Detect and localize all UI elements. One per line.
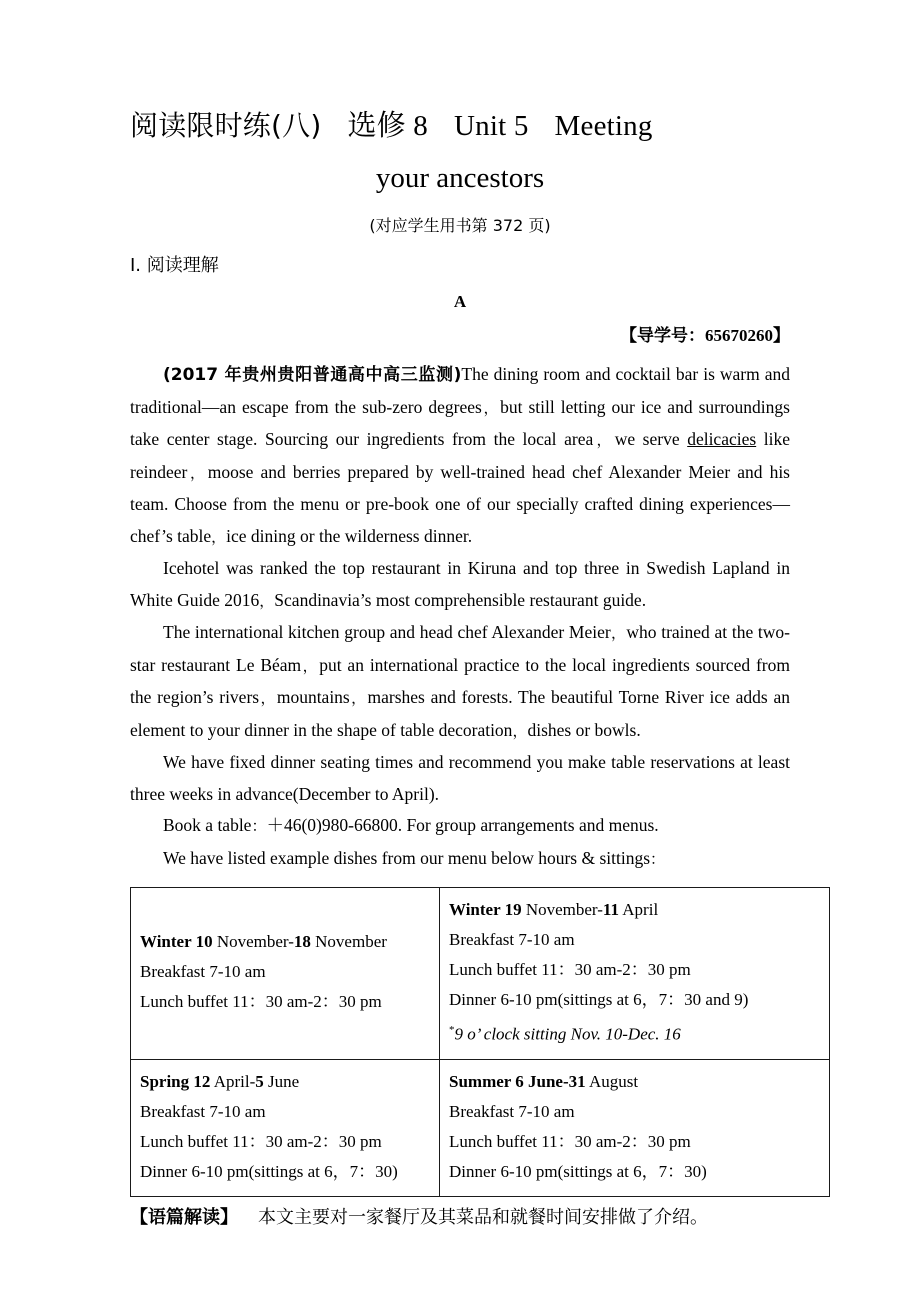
p6-colon: ： xyxy=(650,849,666,868)
p1-seg-a: The dining room and cocktail bar is warm and traditional—an escape from the sub-zero degrees xyxy=(130,364,790,417)
page-subtitle-text: (对应学生用书第 372 页) xyxy=(369,216,551,235)
p3-comma-2: ， xyxy=(301,656,320,675)
p2-seg-a: Icehotel was ranked the top restaurant in Kiruna and top three in Swedish Lapland in White Guide 2016 xyxy=(130,558,790,610)
cell-lunch: Lunch buffet 11：30 am-2：30 pm xyxy=(449,1131,691,1151)
cell-title xyxy=(140,927,430,957)
cell-winter-19-november xyxy=(440,888,830,1060)
underlined-word-delicacies: delicacies xyxy=(687,429,757,449)
section-heading xyxy=(130,234,790,275)
p3-seg-c: put an international practice to the local ingredients sourced from the region’s rivers xyxy=(130,654,790,707)
cell-footnote xyxy=(449,1015,820,1050)
p2-comma-1: ， xyxy=(259,591,275,610)
cell-breakfast: Breakfast 7-10 am xyxy=(449,1101,575,1121)
page-subtitle xyxy=(130,193,790,234)
p2-seg-b: Scandinavia’s most comprehensible restaurant guide. xyxy=(274,589,647,610)
page-title-cn: 阅读限时练(八) xyxy=(130,109,322,142)
guide-number-value: 65670260 xyxy=(705,326,773,345)
cell-title xyxy=(449,1067,820,1097)
page-title-textbook: 选修 8 xyxy=(347,110,429,142)
passage-body xyxy=(130,345,790,875)
footnote-text: 9 o’ clock sitting Nov. 10-Dec. 16 xyxy=(454,1024,681,1044)
p1-seg-d: like reindeer xyxy=(130,429,790,482)
cell-summer-6-june xyxy=(440,1059,830,1196)
cell-breakfast: Breakfast 7-10 am xyxy=(449,930,575,949)
cell-title-bold-1: Spring 12 xyxy=(140,1071,211,1091)
p3-seg-e: marshes and forests. The beautiful Torne River ice adds an element to your dinner in the shape of table decoration xyxy=(130,687,790,740)
cell-title-bold-2: 18 xyxy=(293,932,311,952)
p1-comma-1: ， xyxy=(481,398,501,417)
p1-seg-c: we serve xyxy=(614,429,688,449)
p3-comma-1: ， xyxy=(610,624,627,642)
cell-title-rest-1: November- xyxy=(212,932,294,952)
p1-comma-2: ， xyxy=(593,431,615,449)
cell-title-rest-2: August xyxy=(585,1071,639,1091)
table-row xyxy=(131,1059,830,1196)
exam-source xyxy=(163,364,461,384)
page-title-line2: your ancestors xyxy=(375,162,545,194)
p3-seg-d: mountains xyxy=(276,687,350,707)
paragraph-2 xyxy=(130,553,790,617)
p1-comma-4: ， xyxy=(211,527,227,546)
p1-seg-f: ice dining or the wilderness dinner. xyxy=(226,525,473,546)
p3-comma-4: ， xyxy=(349,689,368,707)
passage-label: A xyxy=(453,292,467,311)
p3-seg-f: dishes or bowls. xyxy=(527,719,641,740)
p3-comma-5: ， xyxy=(512,721,528,740)
page-title xyxy=(130,0,790,141)
footnote-asterisk: * xyxy=(449,1024,455,1036)
cell-title-bold-1: Winter 19 xyxy=(449,900,522,919)
p3-seg-b: who trained at the two-star restaurant Le Béam xyxy=(130,622,790,675)
section-heading-text: Ⅰ. 阅读理解 xyxy=(130,255,219,276)
p1-comma-3: ， xyxy=(187,463,208,482)
cell-title xyxy=(140,1067,430,1097)
cell-title-rest-2: April xyxy=(618,900,659,919)
cell-title-bold-2: 11 xyxy=(602,900,619,919)
p5-phone: ＋46(0)980-66800. For group arrangements and menus. xyxy=(266,815,659,835)
cell-spring-12-april xyxy=(131,1059,440,1196)
guide-number-label: 【导学号： xyxy=(620,326,705,346)
p5-label: Book a table xyxy=(163,815,252,835)
paragraph-3 xyxy=(130,617,790,747)
cell-title-bold-1: Summer 6 June-31 xyxy=(449,1071,586,1091)
paragraph-1 xyxy=(130,359,790,553)
paragraph-4: We have fixed dinner seating times and recommend you make table reservations at least three weeks in advance(December to April). xyxy=(130,752,790,804)
cell-breakfast: Breakfast 7-10 am xyxy=(140,1101,266,1121)
p1-seg-b: but still letting our ice and surroundings take center stage. Sourcing our ingredients from the local area xyxy=(130,396,790,449)
guide-number xyxy=(130,310,790,345)
paragraph-6 xyxy=(130,843,790,876)
cell-title-rest-1: April- xyxy=(210,1071,256,1091)
exam-source-text: (2017 年贵州贵阳普通高中高三监测) xyxy=(163,365,462,385)
page-title-unit: Unit 5 xyxy=(454,110,529,142)
page-title-topic: Meeting xyxy=(554,110,653,142)
cell-lunch: Lunch buffet 11：30 am-2：30 pm xyxy=(140,1131,382,1151)
p5-colon: ： xyxy=(251,817,267,835)
guide-number-label-end: 】 xyxy=(773,326,790,346)
analysis-tag: 【语篇解读】 xyxy=(130,1206,238,1228)
cell-dinner: Dinner 6-10 pm(sittings at 6，7：30 and 9) xyxy=(449,990,749,1009)
paragraph-5 xyxy=(130,810,790,843)
cell-lunch: Lunch buffet 11：30 am-2：30 pm xyxy=(140,992,382,1012)
p1-seg-e: moose and berries prepared by well-trained head chef Alexander Meier and his team. Choose from the menu or pre-book one of our specially crafted dining experiences—chef’s table xyxy=(130,461,790,546)
schedule-table xyxy=(130,887,830,1197)
p6-text: We have listed example dishes from our menu below hours & sittings xyxy=(163,847,651,868)
p3-seg-a: The international kitchen group and head chef Alexander Meier xyxy=(163,622,611,642)
table-row xyxy=(131,888,830,1060)
cell-breakfast: Breakfast 7-10 am xyxy=(140,962,266,982)
cell-winter-10-november xyxy=(131,888,440,1060)
p3-comma-3: ， xyxy=(259,689,277,707)
cell-lunch: Lunch buffet 11：30 am-2：30 pm xyxy=(449,960,691,979)
cell-dinner: Dinner 6-10 pm(sittings at 6，7：30) xyxy=(140,1161,398,1181)
cell-title-rest-2: June xyxy=(263,1071,300,1091)
cell-title-bold-1: Winter 10 xyxy=(140,932,213,952)
passage-analysis xyxy=(130,1197,790,1229)
cell-title-rest-2: November xyxy=(310,932,387,952)
cell-title-rest-1: November- xyxy=(521,900,603,919)
cell-title-bold-2: 5 xyxy=(255,1071,264,1091)
analysis-text: 本文主要对一家餐厅及其菜品和就餐时间安排做了介绍。 xyxy=(258,1206,708,1228)
cell-title xyxy=(449,895,820,925)
cell-dinner: Dinner 6-10 pm(sittings at 6，7：30) xyxy=(449,1161,707,1181)
